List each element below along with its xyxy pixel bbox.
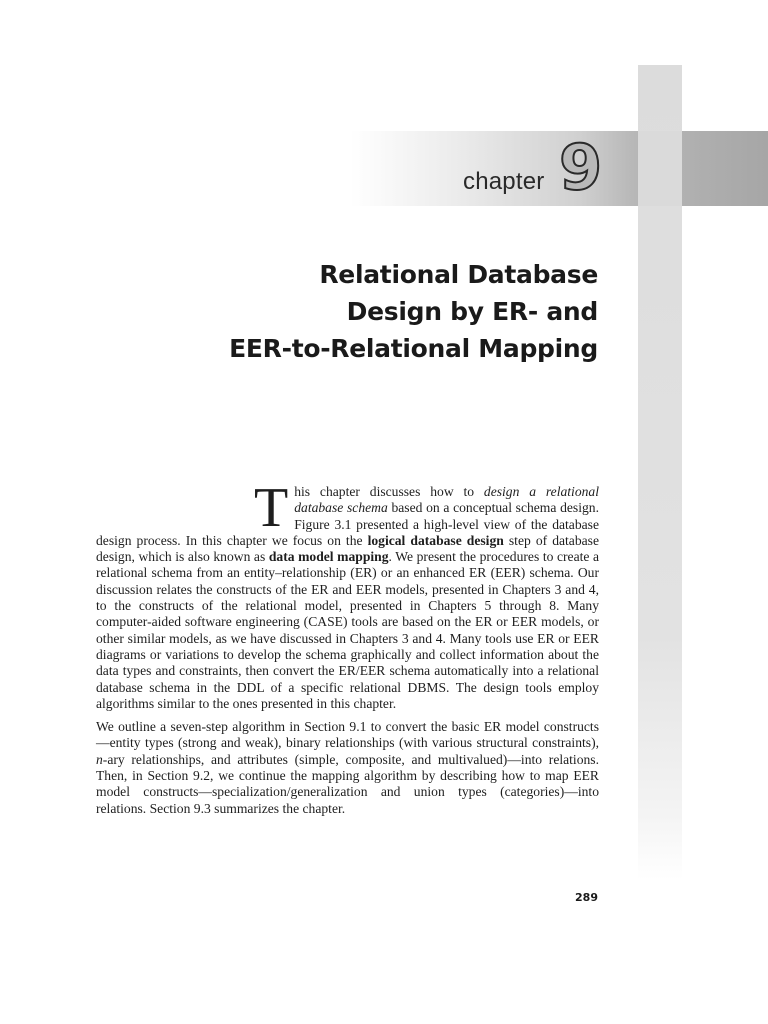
drop-cap: T <box>254 477 289 539</box>
intro-text-3: step of database design, which is also known as <box>96 532 599 565</box>
chapter-body <box>96 477 600 817</box>
chapter-title <box>178 256 598 367</box>
intro-paragraph <box>96 477 600 712</box>
intro-emphasis: design a relational database schema <box>294 484 600 516</box>
chapter-number: 9 <box>559 131 603 204</box>
page-number: 289 <box>575 891 598 904</box>
chapter-label: chapter <box>463 168 545 195</box>
term-logical-database-design: logical database design <box>367 532 504 548</box>
para2-emphasis: n <box>96 751 103 767</box>
intro-text-1: his chapter discusses how to <box>294 484 484 499</box>
intro-text-2: based on a conceptual schema design. Figure 3.1 presented a high-level view of the database design process. In this chapter we focus on the <box>96 500 599 548</box>
para2-text-2: -ary relationships, and attributes (simple, composite, and multivalued)—into relations. Then, in Section 9.2, we continue the mapping algorithm by describing how to map EER model constructs—specialization/generalization and union types (categories)—into relations. Section 9.3 summarizes the chapter. <box>96 751 599 816</box>
para2-text-1: We outline a seven-step algorithm in Section 9.1 to convert the basic ER model constructs—entity types (strong and weak), binary relationships (with various structural constraints), <box>96 719 599 751</box>
term-data-model-mapping: data model mapping <box>268 549 389 565</box>
title-line-1: Relational Database <box>319 260 598 289</box>
title-line-2: Design by ER- and <box>346 297 598 326</box>
title-line-3: EER-to-Relational Mapping <box>229 334 598 363</box>
side-bar-overlap <box>638 131 682 206</box>
second-paragraph <box>96 719 599 817</box>
intro-text-4: . We present the procedures to create a relational schema from an entity–relationship (ER) or an enhanced ER (EER) schema. Our discussion relates the constructs of the ER and EER models, presented in Chapters 3 and 4, to the constructs of the relational model, presented in Chapters 5 through 8. Many computer-aided software engineering (CASE) tools are based on the ER or EER models, or other similar models, as we have discussed in Chapters 3 and 4. Many tools use ER or EER diagrams or variations to develop the schema graphically and collect information about the data types and constraints, then convert the ER/EER schema automatically into a relational database schema in the DDL of a specific relational DBMS. The design tools employ algorithms similar to the ones presented in this chapter. <box>96 549 600 711</box>
